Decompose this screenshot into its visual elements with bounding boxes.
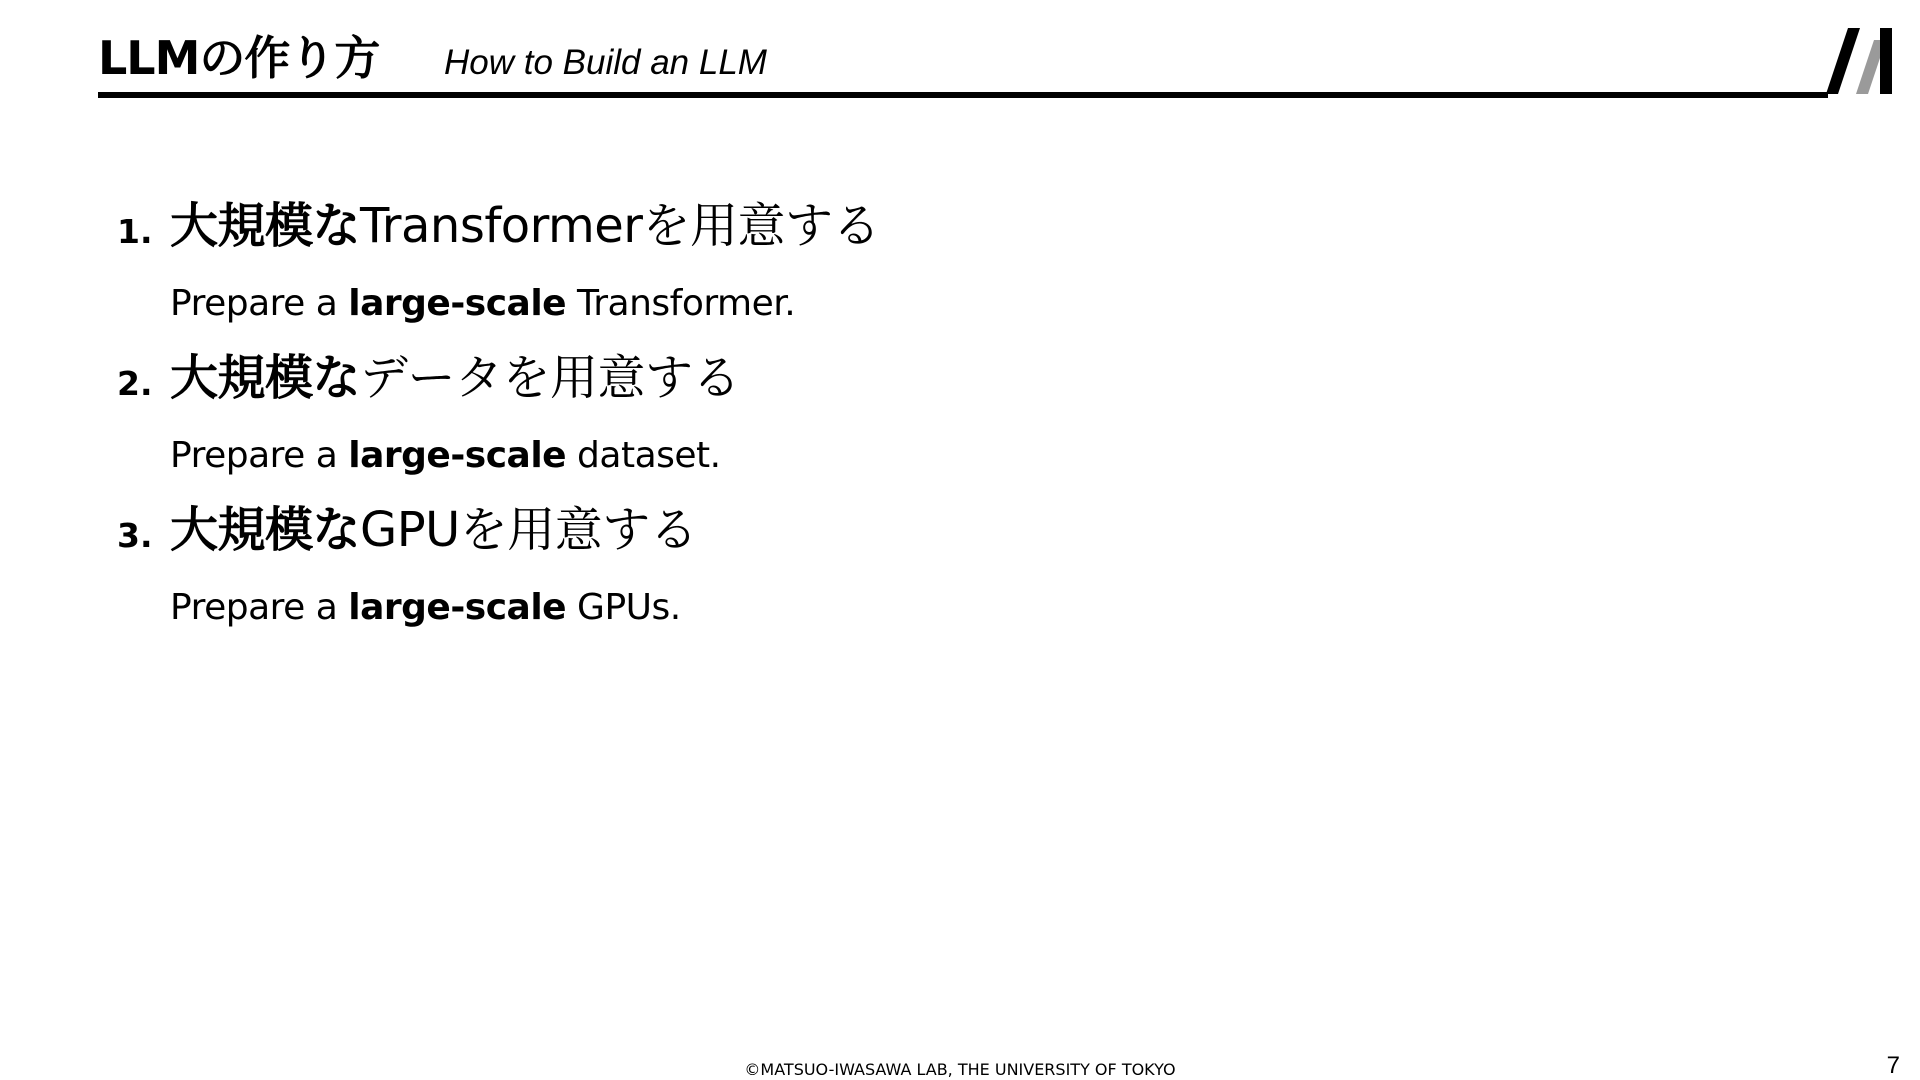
item-sub-prefix: Prepare a	[170, 283, 349, 324]
item-sub-suffix: GPUs.	[566, 587, 681, 628]
list-item	[117, 196, 1717, 348]
logo-left-stroke	[1826, 28, 1860, 94]
item-number: 3.	[117, 516, 153, 555]
header-divider	[98, 92, 1828, 98]
page-number: 7	[1886, 1052, 1900, 1079]
slide-title-english: How to Build an LLM	[444, 43, 767, 82]
item-sub-emphasis: large-scale	[348, 283, 567, 324]
slide-header	[98, 28, 1828, 90]
item-heading-japanese	[170, 500, 697, 560]
footer-copyright: ©MATSUO-IWASAWA LAB, THE UNIVERSITY OF TOKYO	[744, 1060, 1176, 1079]
list-item	[117, 500, 1717, 652]
logo-right-bar	[1880, 28, 1892, 94]
item-subtitle-english	[170, 434, 721, 478]
matsuo-lab-logo-icon	[1826, 26, 1892, 96]
item-heading-emphasis: 大規模な	[170, 502, 361, 558]
item-heading-rest: Transformerを用意する	[360, 198, 881, 254]
item-heading-rest: GPUを用意する	[360, 502, 698, 558]
item-heading-japanese	[170, 348, 740, 408]
item-heading-japanese	[170, 196, 880, 256]
item-number: 1.	[117, 212, 153, 251]
slide-title-japanese: LLMの作り方	[98, 31, 380, 85]
item-subtitle-english	[170, 586, 681, 630]
item-sub-prefix: Prepare a	[170, 587, 349, 628]
item-sub-suffix: Transformer.	[566, 283, 796, 324]
item-number: 2.	[117, 364, 153, 403]
item-sub-emphasis: large-scale	[348, 435, 567, 476]
list-item	[117, 348, 1717, 500]
item-sub-prefix: Prepare a	[170, 435, 349, 476]
steps-list	[117, 196, 1717, 652]
item-heading-emphasis: 大規模な	[170, 350, 361, 406]
item-subtitle-english	[170, 282, 795, 326]
item-sub-emphasis: large-scale	[348, 587, 567, 628]
item-sub-suffix: dataset.	[566, 435, 721, 476]
item-heading-emphasis: 大規模な	[170, 198, 361, 254]
item-heading-rest: データを用意する	[360, 350, 741, 406]
